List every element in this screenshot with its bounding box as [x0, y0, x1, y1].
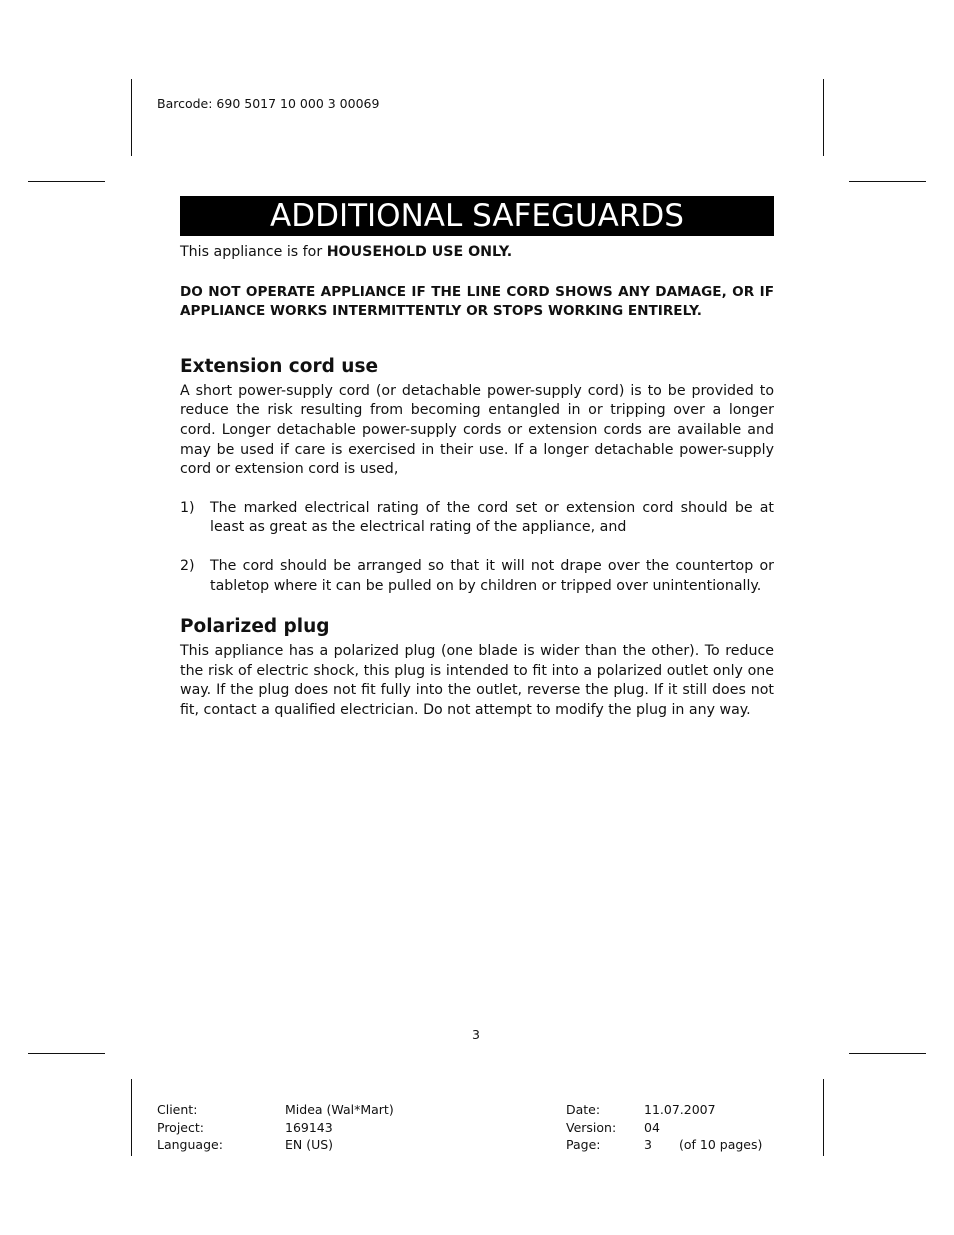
footer-row-date [566, 1101, 762, 1119]
crop-mark [849, 1053, 926, 1054]
version-value: 04 [644, 1119, 660, 1135]
date-value: 11.07.2007 [644, 1102, 716, 1117]
barcode-label: Barcode: 690 5017 10 000 3 00069 [157, 96, 380, 111]
footer-row-project [157, 1119, 394, 1137]
intro-text: This appliance is for [180, 244, 327, 260]
crop-mark [131, 1079, 132, 1156]
page-title: ADDITIONAL SAFEGUARDS [180, 196, 774, 236]
warning-paragraph: DO NOT OPERATE APPLIANCE IF THE LINE CORD SHOWS ANY DAMAGE, OR IF APPLIANCE WORKS INTERMITTENTLY OR STOPS WORKING ENTIRELY. [180, 283, 774, 320]
footer-row-language [157, 1136, 394, 1154]
section-heading-polarized: Polarized plug [180, 616, 330, 638]
project-label: Project: [157, 1119, 204, 1135]
project-value: 169143 [285, 1119, 333, 1135]
extension-list [180, 499, 774, 596]
version-label: Version: [566, 1119, 617, 1135]
crop-mark [823, 79, 824, 156]
crop-mark [28, 181, 105, 182]
crop-mark [131, 79, 132, 156]
intro-bold: HOUSEHOLD USE ONLY. [326, 244, 513, 260]
language-label: Language: [157, 1137, 223, 1153]
footer-row-version [566, 1119, 762, 1137]
page-label: Page: [566, 1137, 601, 1153]
list-item [180, 557, 774, 596]
polarized-paragraph: This appliance has a polarized plug (one blade is wider than the other). To reduce the risk of electric shock, this plug is intended to fit into a polarized outlet only one way. If the plug does not fit fully into the outlet, reverse the plug. If it still does not fit, contact a qualified electrician. Do not attempt to modify the plug in any way. [180, 643, 774, 718]
crop-mark [849, 181, 926, 182]
extension-paragraph: A short power-supply cord (or detachable power-supply cord) is to be provided to reduce the risk resulting from becoming entangled in or tripping over a longer cord. Longer detachable power-supply cords or extension cords are available and may be used if care is exercised in their use. If a longer detachable power-supply cord or extension cord is used, [180, 382, 774, 478]
list-number: 1) [180, 499, 195, 516]
section-heading-extension: Extension cord use [180, 355, 379, 377]
client-label: Client: [157, 1102, 198, 1117]
crop-mark [823, 1079, 824, 1156]
list-item [180, 499, 774, 538]
footer-row-page [566, 1136, 762, 1154]
page-total: (of 10 pages) [679, 1137, 763, 1153]
intro-paragraph [180, 243, 774, 263]
footer-left [157, 1101, 394, 1154]
client-value: Midea (Wal*Mart) [285, 1102, 394, 1117]
list-text: The marked electrical rating of the cord set or extension cord should be at least as great as the electrical rating of the appliance, and [210, 499, 774, 536]
document-body [180, 243, 774, 721]
language-value: EN (US) [285, 1137, 334, 1153]
crop-mark [28, 1053, 105, 1054]
section-polarized [180, 615, 774, 720]
list-text: The cord should be arranged so that it will not drape over the countertop or tabletop where it can be pulled on by children or tripped over unintentionally. [210, 557, 774, 594]
date-label: Date: [566, 1102, 601, 1117]
footer-right [566, 1101, 762, 1154]
list-number: 2) [180, 557, 195, 574]
footer-row-client [157, 1101, 394, 1119]
page-number: 3 [472, 1027, 480, 1042]
page-value: 3 [644, 1137, 652, 1153]
